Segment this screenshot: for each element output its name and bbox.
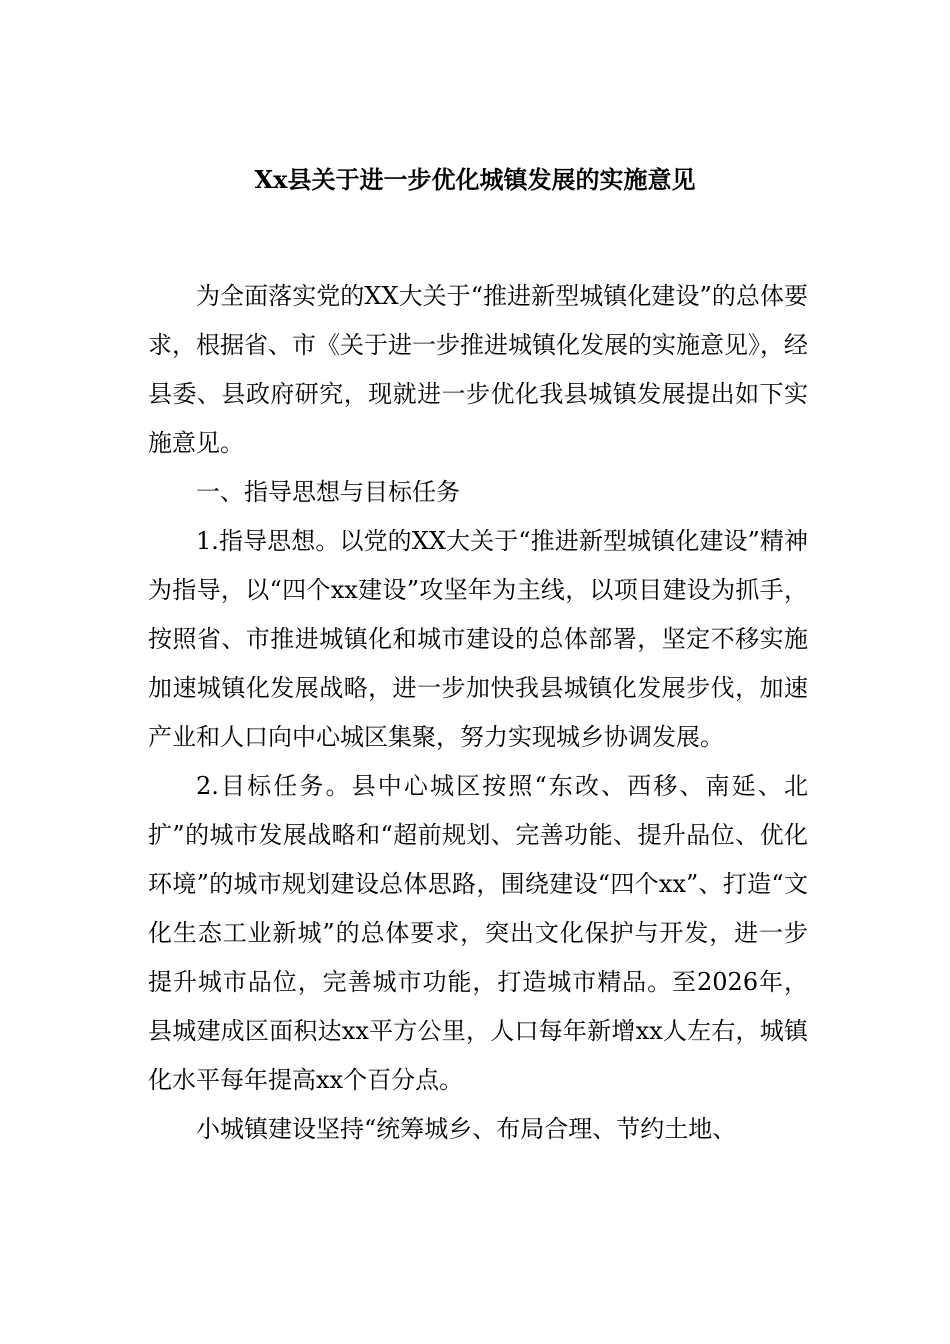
paragraph-small-towns: 小城镇建设坚持“统筹城乡、布局合理、节约土地、: [196, 1115, 737, 1143]
document-body: [148, 272, 808, 1154]
paragraph-target-tasks: 2.目标任务。县中心城区按照“东改、西移、南延、北扩”的城市发展战略和“超前规划、完善功能、提升品位、优化环境”的城市规划建设总体思路，围绕建设“四个xx”、打造“文化生态工业新城”的总体要求，突出文化保护与开发，进一步提升城市品位，完善城市功能，打造城市精品。至2026年，县城建成区面积达xx平方公里，人口每年新增xx人左右，城镇化水平每年提高xx个百分点。: [148, 772, 808, 1094]
paragraph-guiding-ideology: 1.指导思想。以党的XX大关于“推进新型城镇化建设”精神为指导，以“四个xx建设”攻坚年为主线，以项目建设为抓手，按照省、市推进城镇化和城市建设的总体部署，坚定不移实施加速城镇化发展战略，进一步加快我县城镇化发展步伐，加速产业和人口向中心城区集聚，努力实现城乡协调发展。: [148, 527, 808, 751]
paragraph-intro: 为全面落实党的XX大关于“推进新型城镇化建设”的总体要求，根据省、市《关于进一步推进城镇化发展的实施意见》，经县委、县政府研究，现就进一步优化我县城镇发展提出如下实施意见。: [148, 282, 808, 457]
section-heading-guiding-ideology: 一、指导思想与目标任务: [196, 478, 460, 506]
document-title: Xx县关于进一步优化城镇发展的实施意见: [254, 165, 696, 194]
